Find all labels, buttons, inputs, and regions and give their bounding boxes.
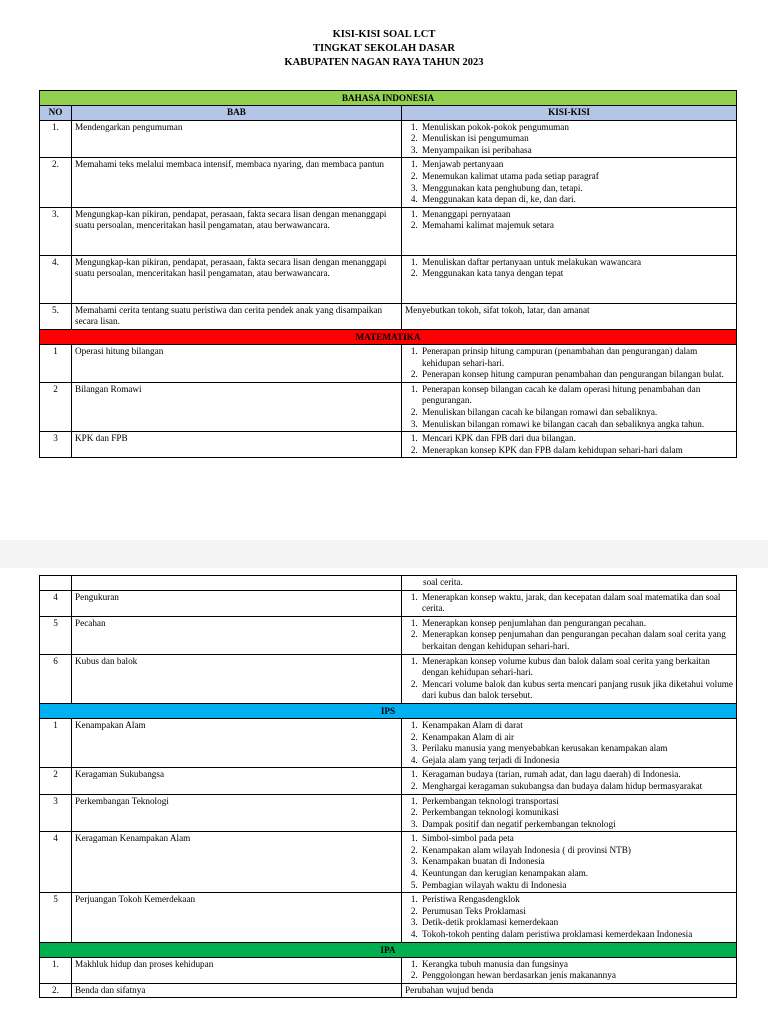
section-title: IPA	[40, 942, 737, 957]
kisi-list-item: 5. Pembagian wilayah waktu di Indonesia	[420, 880, 733, 892]
cell-no: 4	[40, 832, 72, 893]
title-line-3: KABUPATEN NAGAN RAYA TAHUN 2023	[284, 57, 484, 68]
kisi-list-item: 1. Peristiwa Rengasdengklok	[420, 894, 733, 906]
table-row	[40, 794, 737, 832]
document-title-block	[0, 28, 768, 70]
kisi-list	[405, 159, 733, 205]
kisi-list-item: 1. Menerapkan konsep volume kubus dan balok dalam soal cerita yang berkaitan dengan kehidupan sehari-hari.	[420, 656, 733, 679]
header-bab: BAB	[72, 106, 402, 121]
kisi-kisi-table-page-2	[39, 575, 737, 998]
cell-kisi: Perubahan wujud benda	[402, 983, 737, 998]
cell-bab: Mendengarkan pengumuman	[72, 120, 402, 158]
cell-no: 6	[40, 654, 72, 703]
cell-kisi	[402, 794, 737, 832]
section-ips	[40, 703, 737, 718]
document-page-2	[0, 568, 768, 1024]
title-line-1: KISI-KISI SOAL LCT	[332, 29, 436, 40]
cell-bab: Operasi hitung bilangan	[72, 344, 402, 382]
cell-bab: Keragaman Sukubangsa	[72, 768, 402, 794]
cell-no: 5	[40, 893, 72, 942]
kisi-list	[405, 796, 733, 831]
table-row-continuation	[40, 576, 737, 591]
kisi-list-item: 4. Menggunakan kata depan di, ke, dan dari.	[420, 194, 733, 206]
cell-no: 5	[40, 616, 72, 654]
kisi-list-item: 1. Menuliskan pokok-pokok pengumuman	[420, 122, 733, 134]
cell-bab: Kenampakan Alam	[72, 718, 402, 767]
cell-bab: Mengungkap-kan pikiran, pendapat, perasaan, fakta secara lisan dengan menanggapi suatu persoalan, menceritakan hasil pengamatan, atau berwawancara.	[72, 207, 402, 255]
cell-no: 1.	[40, 957, 72, 983]
kisi-list	[405, 769, 733, 792]
table-row	[40, 832, 737, 893]
table-row	[40, 893, 737, 942]
kisi-list-item: 2. Menemukan kalimat utama pada setiap paragraf	[420, 171, 733, 183]
table-row	[40, 957, 737, 983]
kisi-list	[405, 433, 733, 456]
cell-bab: Pecahan	[72, 616, 402, 654]
page-gap	[0, 540, 768, 568]
cell-no: 1	[40, 718, 72, 767]
table-row	[40, 207, 737, 255]
kisi-list-item: 1. Menerapkan konsep penjumlahan dan pengurangan pecahan.	[420, 618, 733, 630]
section-bahasa-indonesia	[40, 91, 737, 106]
cell-kisi	[402, 654, 737, 703]
table-row	[40, 120, 737, 158]
cell-kisi	[402, 718, 737, 767]
table-row	[40, 158, 737, 207]
cell-bab: Memahami cerita tentang suatu peristiwa dan cerita pendek anak yang disampaikan secara lisan.	[72, 303, 402, 329]
kisi-list-item: 1. Kenampakan Alam di darat	[420, 720, 733, 732]
kisi-list-item: 1. Perkembangan teknologi transportasi	[420, 796, 733, 808]
section-title: IPS	[40, 703, 737, 718]
cell-bab: Makhluk hidup dan proses kehidupan	[72, 957, 402, 983]
section-ipa	[40, 942, 737, 957]
continuation-text: soal cerita.	[423, 577, 463, 587]
kisi-list-item: 2. Menggunakan kata tanya dengan tepat	[420, 268, 733, 280]
kisi-list	[405, 720, 733, 766]
kisi-list-item: 1. Simbol-simbol pada peta	[420, 833, 733, 845]
kisi-list-item: 2. Menerapkan konsep KPK dan FPB dalam kehidupan sehari-hari dalam	[420, 445, 733, 457]
kisi-list-item: 2. Menghargai keragaman sukubangsa dan budaya dalam hidup bermasyarakat	[420, 781, 733, 793]
cell-kisi	[402, 255, 737, 303]
section-matematika	[40, 329, 737, 344]
kisi-list-item: 2. Menerapkan konsep penjumahan dan pengurangan pecahan dalam soal cerita yang berkaitan dengan kehidupan sehari-hari.	[420, 629, 733, 652]
kisi-list-item: 2. Perumusan Teks Proklamasi	[420, 906, 733, 918]
cell-no: 2.	[40, 983, 72, 998]
table-row	[40, 255, 737, 303]
kisi-list-item: 3. Menyampaikan isi peribahasa	[420, 145, 733, 157]
kisi-list-item: 2. Menuliskan bilangan cacah ke bilangan romawi dan sebaliknya.	[420, 407, 733, 419]
cell-no: 5.	[40, 303, 72, 329]
kisi-list-item: 2. Memahami kalimat majemuk setara	[420, 220, 733, 232]
kisi-list-item: 2. Kenampakan Alam di air	[420, 732, 733, 744]
cell-kisi	[402, 576, 737, 591]
cell-bab: Bilangan Romawi	[72, 382, 402, 431]
kisi-list	[405, 618, 733, 653]
cell-no: 2	[40, 768, 72, 794]
cell-kisi	[402, 832, 737, 893]
kisi-list-item: 3. Dampak positif dan negatif perkembangan teknologi	[420, 819, 733, 831]
section-title: BAHASA INDONESIA	[40, 91, 737, 106]
kisi-list-item: 4. Gejala alam yang terjadi di Indonesia	[420, 755, 733, 767]
cell-kisi	[402, 382, 737, 431]
kisi-list-item: 3. Menggunakan kata penghubung dan, tetapi.	[420, 183, 733, 195]
cell-bab	[72, 576, 402, 591]
kisi-kisi-table-page-1	[39, 90, 737, 458]
cell-bab: Perkembangan Teknologi	[72, 794, 402, 832]
kisi-list	[405, 894, 733, 940]
table-row	[40, 654, 737, 703]
kisi-list-item: 3. Menuliskan bilangan romawi ke bilangan cacah dan sebaliknya angka tahun.	[420, 419, 733, 431]
cell-kisi	[402, 893, 737, 942]
table-row	[40, 590, 737, 616]
kisi-list	[405, 959, 733, 982]
cell-no: 4.	[40, 255, 72, 303]
kisi-list-item: 1. Kerangka tubuh manusia dan fungsinya	[420, 959, 733, 971]
cell-bab: Perjuangan Tokoh Kemerdekaan	[72, 893, 402, 942]
cell-no: 3	[40, 432, 72, 458]
kisi-list-item: 4. Keuntungan dan kerugian kenampakan alam.	[420, 868, 733, 880]
table-row	[40, 303, 737, 329]
kisi-list-item: 3. Detik-detik proklamasi kemerdekaan	[420, 917, 733, 929]
table-row	[40, 768, 737, 794]
kisi-list-item: 2. Mencari volume balok dan kubus serta mencari panjang rusuk jika diketahui volume dari kubus dan balok tersebut.	[420, 679, 733, 702]
cell-no: 3	[40, 794, 72, 832]
kisi-list-item: 1. Menuliskan daftar pertanyaan untuk melakukan wawancara	[420, 257, 733, 269]
kisi-list-item: 1. Menerapkan konsep waktu, jarak, dan kecepatan dalam soal matematika dan soal cerita.	[420, 592, 733, 615]
kisi-list-item: 2. Penggolongan hewan berdasarkan jenis makanannya	[420, 970, 733, 982]
cell-kisi	[402, 158, 737, 207]
kisi-list-item: 1. Penerapan prinsip hitung campuran (penambahan dan pengurangan) dalam kehidupan sehari-hari.	[420, 346, 733, 369]
kisi-list-item: 4. Tokoh-tokoh penting dalam peristiwa proklamasi kemerdekaan Indonesia	[420, 929, 733, 941]
title-line-2: TINGKAT SEKOLAH DASAR	[313, 43, 455, 54]
cell-kisi	[402, 432, 737, 458]
kisi-list	[405, 209, 733, 232]
kisi-list-item: 1. Menjawab pertanyaan	[420, 159, 733, 171]
table-row	[40, 616, 737, 654]
cell-bab: Pengukuran	[72, 590, 402, 616]
kisi-list-item: 1. Penerapan konsep bilangan cacah ke dalam operasi hitung penambahan dan pengurangan.	[420, 384, 733, 407]
cell-kisi	[402, 616, 737, 654]
cell-kisi	[402, 120, 737, 158]
kisi-list	[405, 384, 733, 430]
cell-no: 1	[40, 344, 72, 382]
header-no: NO	[40, 106, 72, 121]
table-header-row	[40, 106, 737, 121]
kisi-list	[405, 257, 733, 280]
kisi-list-item: 1. Keragaman budaya (tarian, rumah adat, dan lagu daerah) di Indonesia.	[420, 769, 733, 781]
cell-no: 2.	[40, 158, 72, 207]
header-kisi-kisi: KISI-KISI	[402, 106, 737, 121]
kisi-list-item: 2. Perkembangan teknologi komunikasi	[420, 807, 733, 819]
kisi-list	[405, 592, 733, 615]
table-row	[40, 344, 737, 382]
kisi-list-item: 1. Menanggapi pernyataan	[420, 209, 733, 221]
table-row	[40, 718, 737, 767]
kisi-list	[405, 656, 733, 702]
cell-kisi	[402, 590, 737, 616]
cell-kisi	[402, 768, 737, 794]
cell-no: 2	[40, 382, 72, 431]
cell-bab: Mengungkap-kan pikiran, pendapat, perasaan, fakta secara lisan dengan menanggapi suatu persoalan, menceritakan hasil pengamatan, atau berwawancara.	[72, 255, 402, 303]
cell-no: 3.	[40, 207, 72, 255]
kisi-list	[405, 833, 733, 891]
cell-kisi	[402, 957, 737, 983]
cell-bab: Memahami teks melalui membaca intensif, membaca nyaring, dan membaca pantun	[72, 158, 402, 207]
kisi-list	[405, 122, 733, 157]
cell-bab: Benda dan sifatnya	[72, 983, 402, 998]
kisi-list-item: 3. Perilaku manusia yang menyebabkan kerusakan kenampakan alam	[420, 743, 733, 755]
cell-no: 1.	[40, 120, 72, 158]
cell-kisi	[402, 207, 737, 255]
kisi-list	[405, 346, 733, 381]
kisi-list-item: 2. Penerapan konsep hitung campuran penambahan dan pengurangan bilangan bulat.	[420, 369, 733, 381]
cell-bab: Keragaman Kenampakan Alam	[72, 832, 402, 893]
cell-kisi: Menyebutkan tokoh, sifat tokoh, latar, dan amanat	[402, 303, 737, 329]
table-row	[40, 382, 737, 431]
cell-bab: Kubus dan balok	[72, 654, 402, 703]
table-row	[40, 983, 737, 998]
section-title: MATEMATIKA	[40, 329, 737, 344]
cell-no: 4	[40, 590, 72, 616]
cell-no	[40, 576, 72, 591]
kisi-list-item: 2. Kenampakan alam wilayah Indonesia ( di provinsi NTB)	[420, 845, 733, 857]
kisi-list-item: 1. Mencari KPK dan FPB dari dua bilangan.	[420, 433, 733, 445]
kisi-list-item: 2. Menuliskan isi pengumuman	[420, 133, 733, 145]
cell-bab: KPK dan FPB	[72, 432, 402, 458]
table-row	[40, 432, 737, 458]
kisi-list-item: 3. Kenampakan buatan di Indonesia	[420, 856, 733, 868]
cell-kisi	[402, 344, 737, 382]
